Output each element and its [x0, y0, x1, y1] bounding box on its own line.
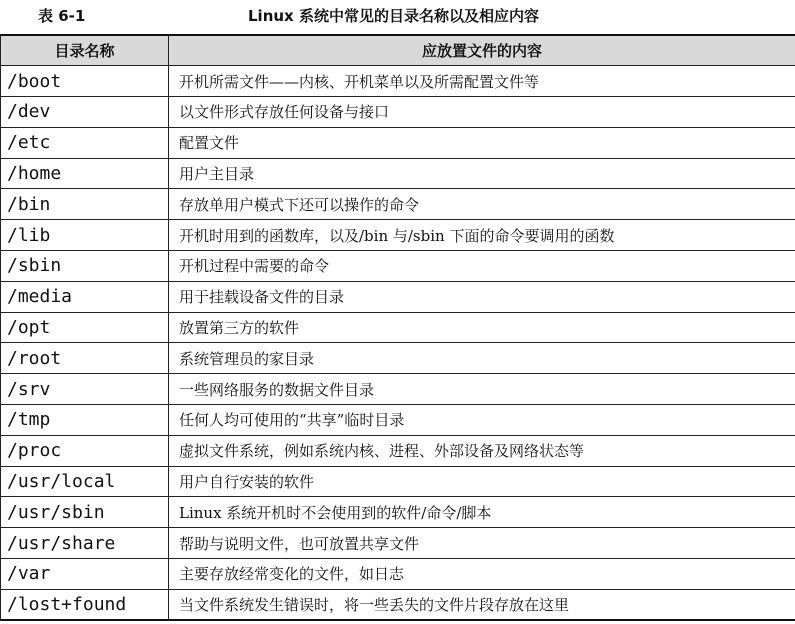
directory-table — [0, 34, 795, 621]
table-number: 表 6-1 — [38, 7, 86, 25]
directory-description-cell: 开机所需文件——内核、开机菜单以及所需配置文件等 — [169, 66, 795, 97]
directory-description-cell: 主要存放经常变化的文件，如日志 — [169, 559, 795, 590]
directory-path-cell: /usr/share — [1, 528, 169, 559]
directory-description-cell: 一些网络服务的数据文件目录 — [169, 374, 795, 405]
directory-path-cell: /sbin — [1, 251, 169, 282]
directory-path-cell: /proc — [1, 435, 169, 466]
table-row — [1, 466, 795, 497]
directory-description-cell: 存放单用户模式下还可以操作的命令 — [169, 189, 795, 220]
directory-description-cell: 用户自行安装的软件 — [169, 466, 795, 497]
table-row — [1, 343, 795, 374]
directory-description-cell: 以文件形式存放任何设备与接口 — [169, 97, 795, 128]
directory-description-cell: 开机过程中需要的命令 — [169, 251, 795, 282]
directory-path-cell: /tmp — [1, 405, 169, 436]
table-row — [1, 97, 795, 128]
directory-description-cell: 开机时用到的函数库，以及/bin 与/sbin 下面的命令要调用的函数 — [169, 220, 795, 251]
directory-description-cell: 用于挂载设备文件的目录 — [169, 281, 795, 312]
directory-description-cell: 帮助与说明文件，也可放置共享文件 — [169, 528, 795, 559]
table-row — [1, 251, 795, 282]
directory-path-cell: /srv — [1, 374, 169, 405]
directory-description-cell: 当文件系统发生错误时，将一些丢失的文件片段存放在这里 — [169, 589, 795, 620]
directory-path-cell: /lost+found — [1, 589, 169, 620]
directory-path-cell: /etc — [1, 127, 169, 158]
directory-description-cell: Linux 系统开机时不会使用到的软件/命令/脚本 — [169, 497, 795, 528]
table-row — [1, 405, 795, 436]
table-row — [1, 497, 795, 528]
directory-path-cell: /opt — [1, 312, 169, 343]
directory-path-cell: /usr/local — [1, 466, 169, 497]
header-row — [1, 35, 795, 66]
directory-path-cell: /bin — [1, 189, 169, 220]
table-row — [1, 589, 795, 620]
table-row — [1, 312, 795, 343]
table-row — [1, 220, 795, 251]
table-title: Linux 系统中常见的目录名称以及相应内容 — [248, 7, 539, 25]
table-row — [1, 559, 795, 590]
table-row — [1, 127, 795, 158]
directory-path-cell: /dev — [1, 97, 169, 128]
directory-path-cell: /lib — [1, 220, 169, 251]
table-row — [1, 189, 795, 220]
column-header-contents: 应放置文件的内容 — [169, 35, 795, 66]
directory-path-cell: /home — [1, 158, 169, 189]
directory-description-cell: 配置文件 — [169, 127, 795, 158]
directory-description-cell: 虚拟文件系统，例如系统内核、进程、外部设备及网络状态等 — [169, 435, 795, 466]
directory-description-cell: 用户主目录 — [169, 158, 795, 189]
table-row — [1, 158, 795, 189]
table-row — [1, 281, 795, 312]
table-row — [1, 374, 795, 405]
directory-path-cell: /var — [1, 559, 169, 590]
directory-path-cell: /boot — [1, 66, 169, 97]
directory-path-cell: /media — [1, 281, 169, 312]
table-body — [1, 66, 795, 620]
directory-description-cell: 任何人均可使用的“共享”临时目录 — [169, 405, 795, 436]
directory-path-cell: /root — [1, 343, 169, 374]
directory-description-cell: 系统管理员的家目录 — [169, 343, 795, 374]
table-row — [1, 66, 795, 97]
directory-description-cell: 放置第三方的软件 — [169, 312, 795, 343]
table-row — [1, 528, 795, 559]
column-header-dir-name: 目录名称 — [1, 35, 169, 66]
table-caption — [0, 0, 795, 30]
table-row — [1, 435, 795, 466]
directory-path-cell: /usr/sbin — [1, 497, 169, 528]
